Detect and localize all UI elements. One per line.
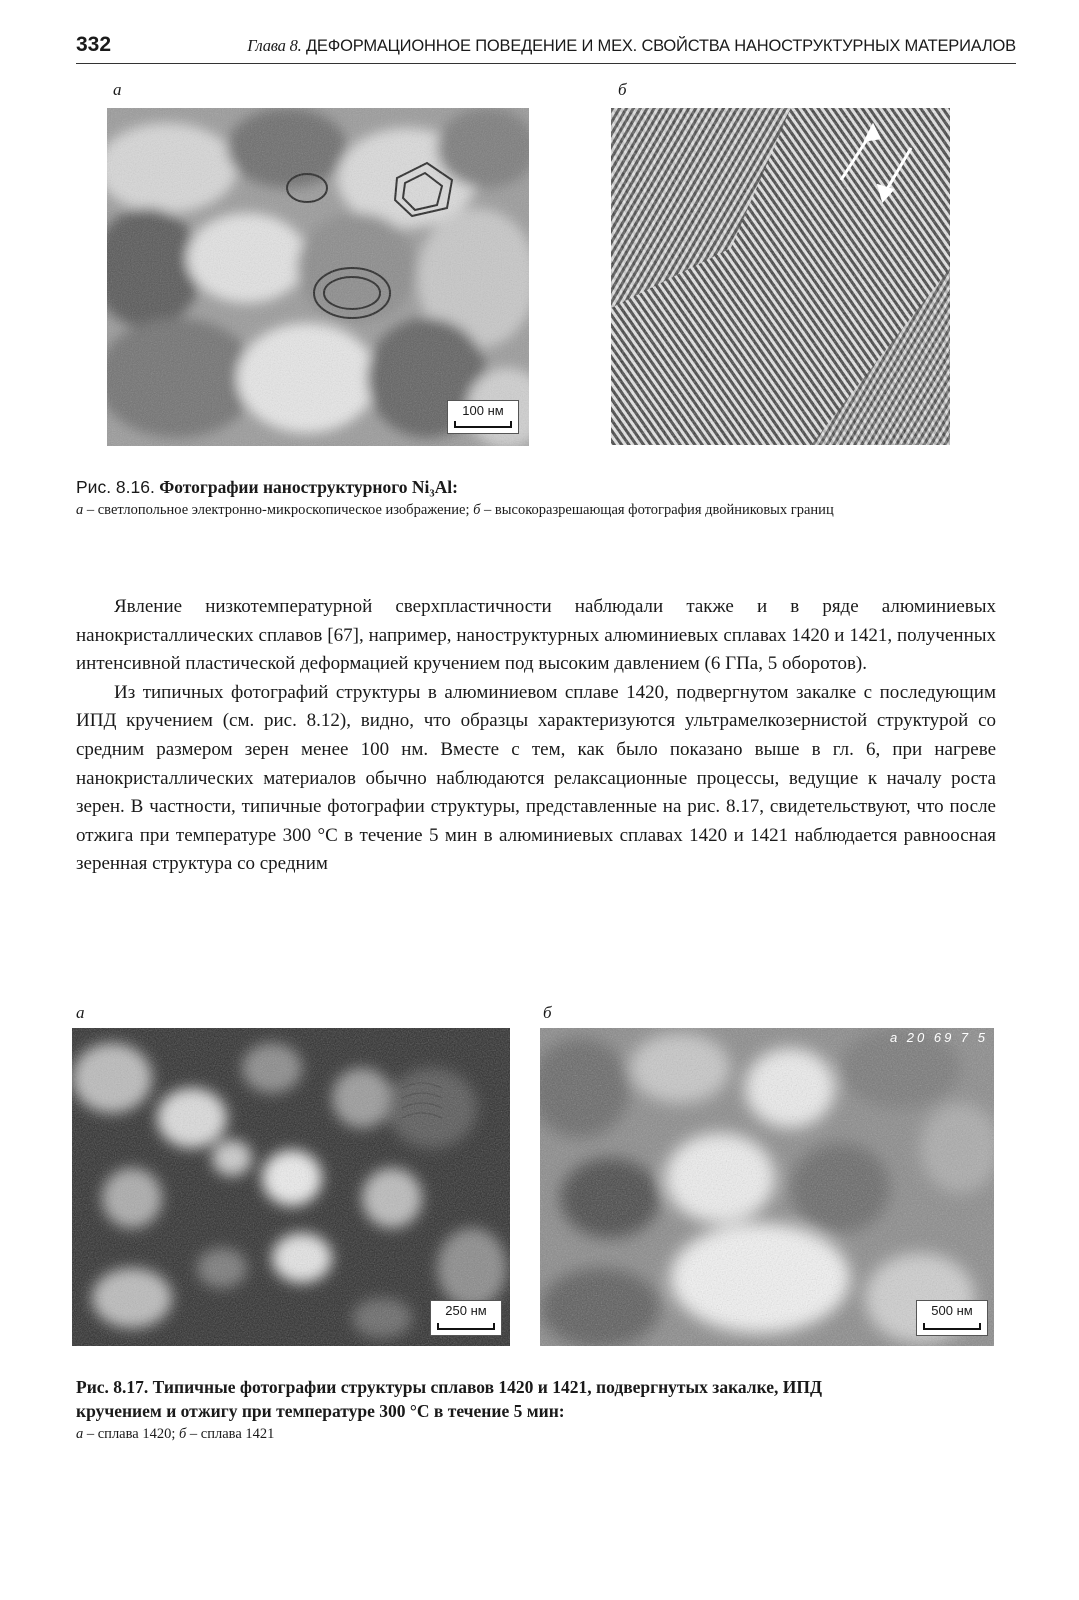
paragraph: Из типичных фотографий структуры в алюминиевом сплаве 1420, подвергнутом закалке с последующим ИПД кручением (см. рис. 8.12), видно, что образцы характеризуются ультрамелкозернистой структурой со средним размером зерен менее 100 нм. Вместе с тем, как было показано выше в гл. 6, при нагреве нанокристаллических материалов обычно наблюдаются релаксационные процессы, ведущие к началу роста зерен. В частности, типичные фотографии структуры, представленные на рис. 8.17, свидетельствуют, что после отжига при температуре 300 °С в течение 5 мин в алюминиевых сплавах 1420 и 1421 наблюдается равноосная зеренная структура со средним bbox=[76, 681, 996, 875]
fig17-scale-a: 250 нм bbox=[430, 1300, 502, 1336]
page-header bbox=[76, 33, 1016, 61]
fig17-caption-heading-1: Типичные фотографии структуры сплавов 1420 и 1421, подвергнутых закалке, ИПД bbox=[152, 1377, 823, 1397]
running-title bbox=[247, 36, 1016, 56]
paragraph: Явление низкотемпературной сверхпластичности наблюдали также и в ряде алюминиевых нанокристаллических сплавов [67], например, наноструктурных алюминиевых сплавах 1420 и 1421, полученных интенсивной пластической деформацией кручением под высоким давлением (6 ГПа, 5 оборотов). bbox=[76, 596, 996, 675]
fig16-panel-a-label: а bbox=[113, 80, 122, 99]
fig17-photo-a bbox=[72, 1028, 510, 1346]
fig17-scale-b: 500 нм bbox=[916, 1300, 988, 1336]
fig16-photo-b bbox=[611, 108, 950, 445]
chapter-label: Глава 8. bbox=[247, 36, 302, 55]
fig17-caption-heading-2: кручением и отжигу при температуре 300 °С в течение 5 мин: bbox=[76, 1401, 565, 1421]
fig17-corner-code: a 20 69 7 5 bbox=[889, 1030, 988, 1045]
fig16-photo-a bbox=[107, 108, 529, 446]
page-number: 332 bbox=[76, 33, 112, 56]
chapter-title: ДЕФОРМАЦИОННОЕ ПОВЕДЕНИЕ И МЕХ. СВОЙСТВА НАНОСТРУКТУРНЫХ МАТЕРИАЛОВ bbox=[305, 37, 1016, 55]
body-text bbox=[76, 593, 996, 879]
fig17-caption-title bbox=[76, 1375, 822, 1423]
fig17-panel-a-label: а bbox=[76, 1003, 85, 1022]
fig16-caption-number: Рис. 8.16. bbox=[76, 477, 155, 497]
fig16-caption-desc: а – светлопольное электронно-микроскопическое изображение; б – высокоразрешающая фотография двойниковых границ bbox=[76, 502, 834, 518]
fig16-scale-a: 100 нм bbox=[447, 400, 519, 434]
header-rule bbox=[76, 63, 1016, 64]
fig17-panel-b-label: б bbox=[543, 1003, 552, 1022]
fig17-caption-number: Рис. 8.17. bbox=[76, 1377, 149, 1397]
fig17-photo-b bbox=[540, 1028, 994, 1346]
fig16-caption-heading: Фотографии наноструктурного Ni₃Al: bbox=[159, 477, 458, 497]
fig16-panel-b-label: б bbox=[618, 80, 627, 99]
fig16-caption-title bbox=[76, 476, 458, 498]
fig17-caption-desc: а – сплава 1420; б – сплава 1421 bbox=[76, 1426, 275, 1442]
